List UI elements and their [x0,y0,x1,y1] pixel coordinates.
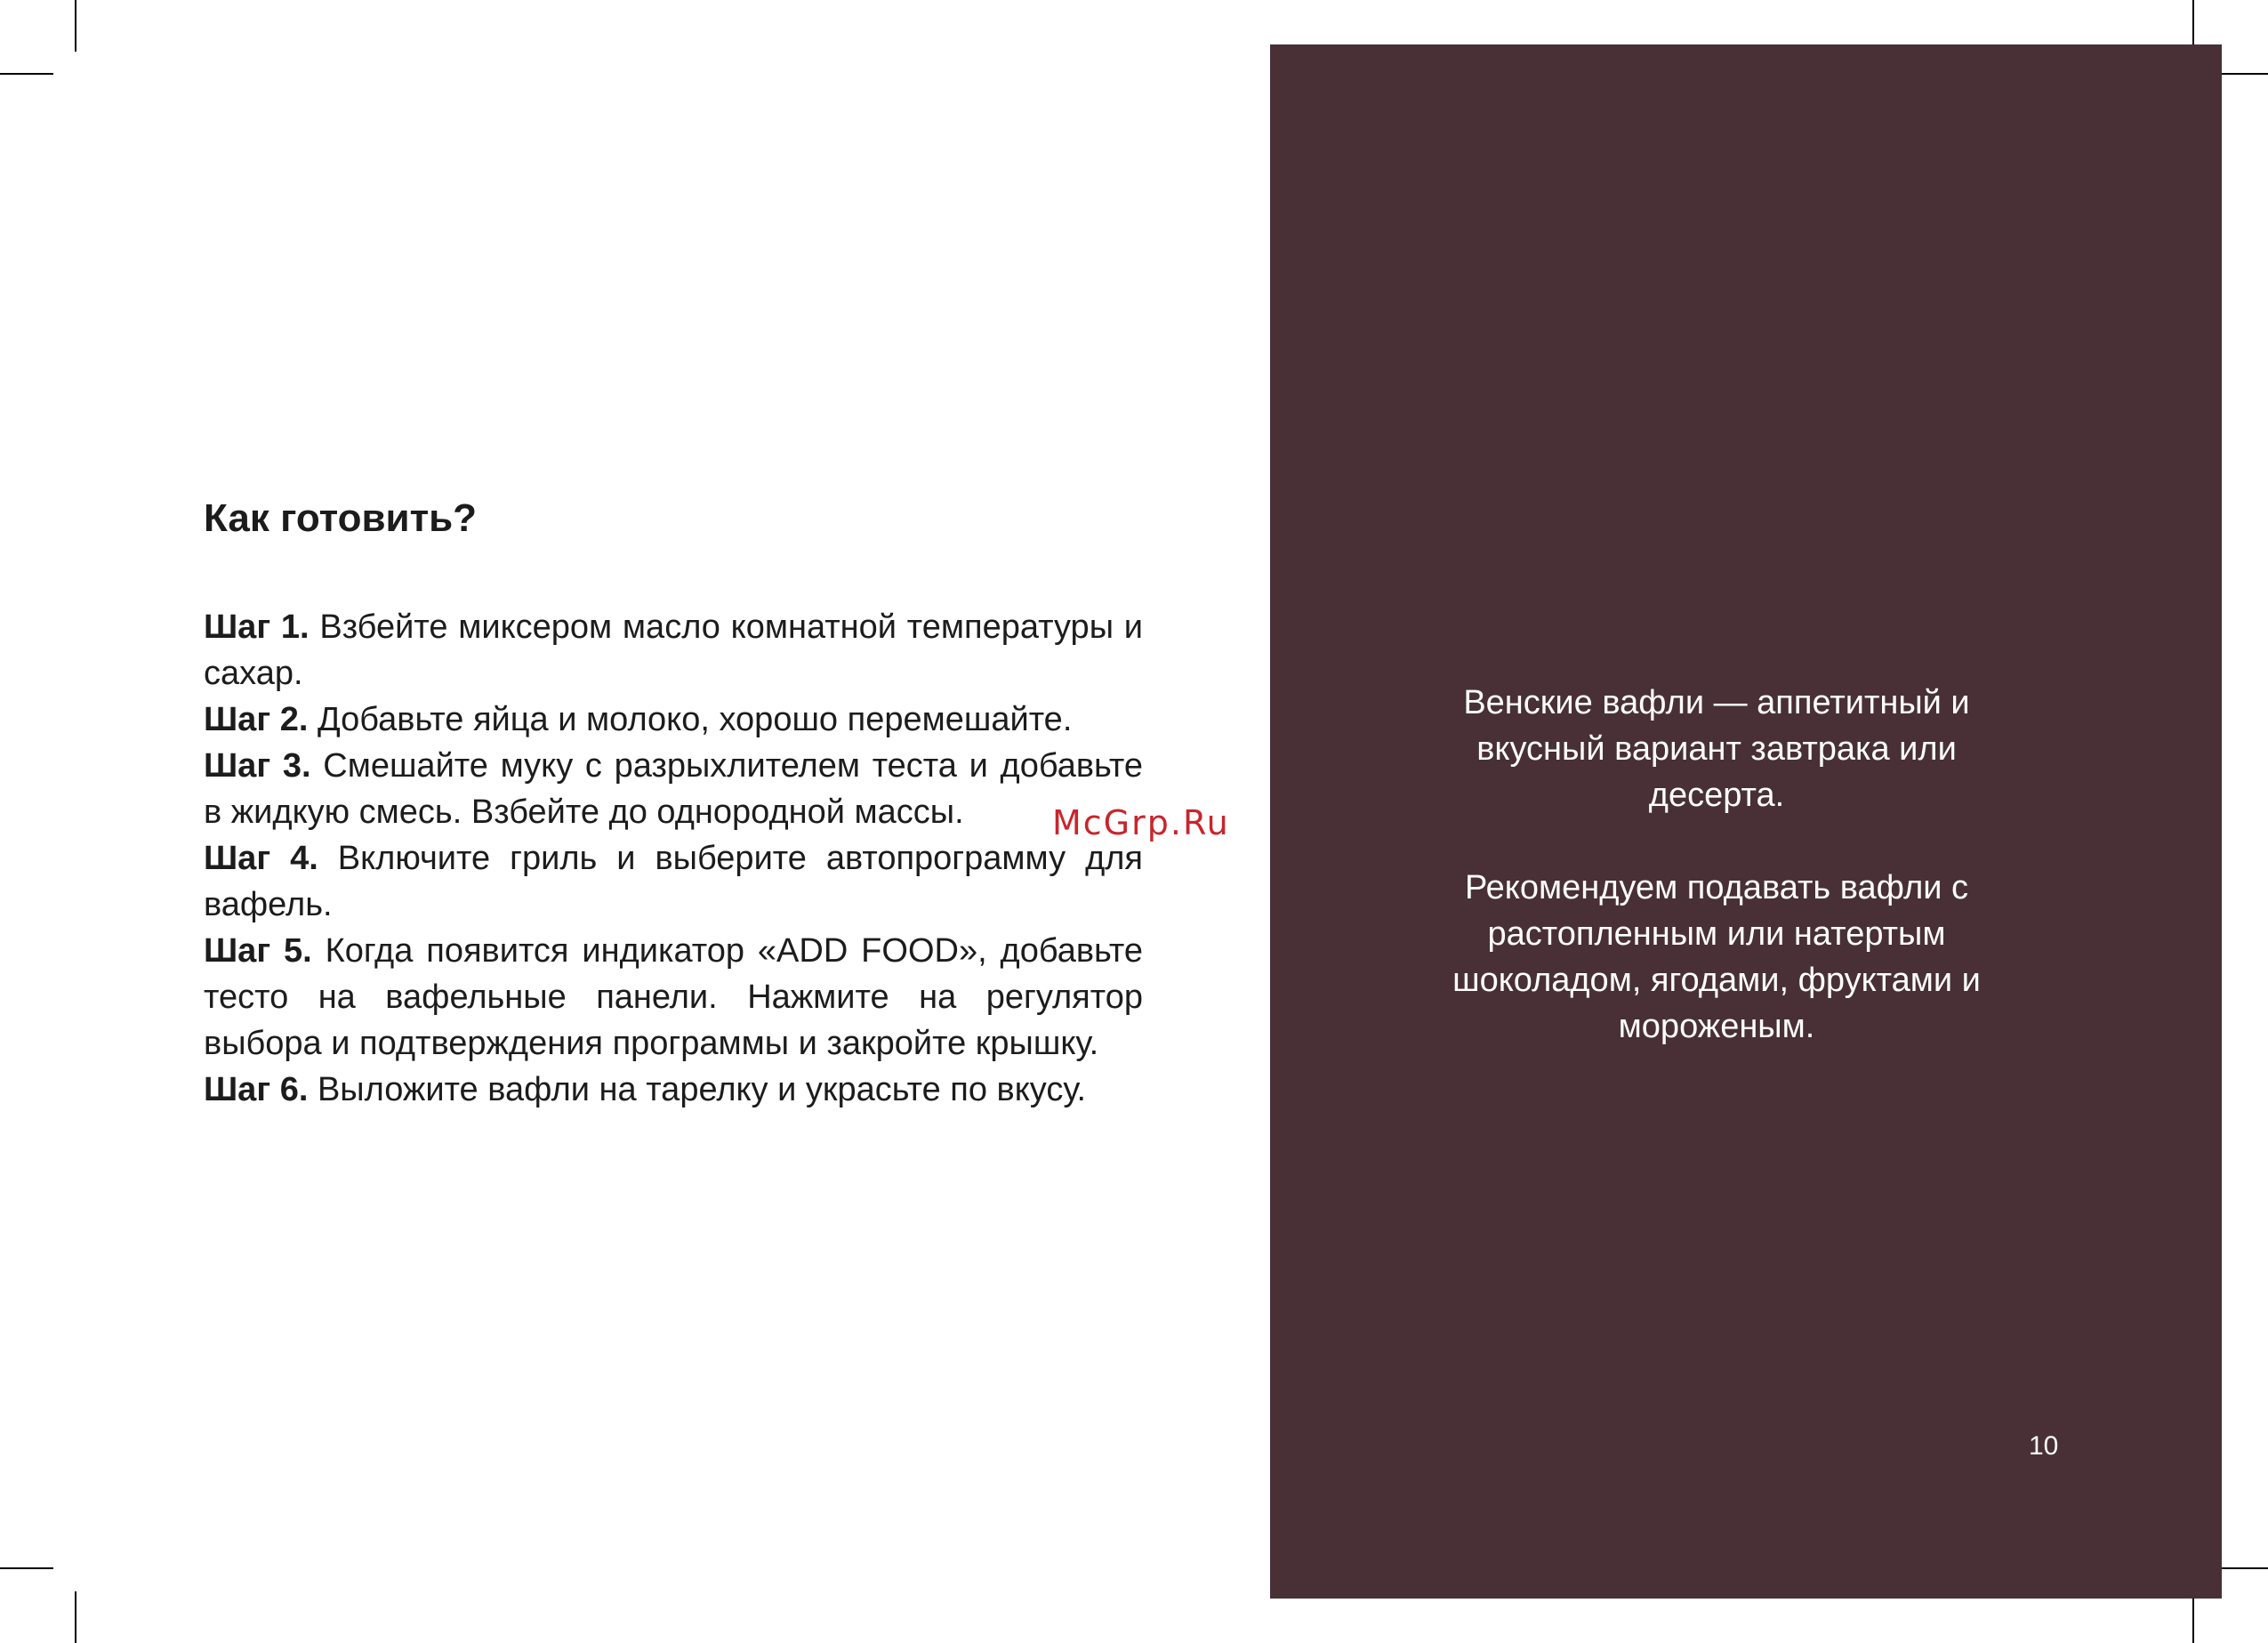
step-1-text: Взбейте миксером масло комнатной температуры и сахар. [204,608,1143,692]
crop-mark-right-top [2215,73,2268,75]
crop-mark-top-left [75,0,76,52]
step-1 [204,604,1143,697]
step-6 [204,1067,1143,1113]
step-4-text: Включите гриль и выберите автопрограмму для вафель. [204,840,1143,923]
step-6-label: Шаг 6. [204,1071,309,1108]
step-6-text: Выложите вафли на тарелку и украсьте по вкусу. [308,1071,1087,1108]
recipe-steps-section [204,494,1143,1113]
crop-mark-right-bottom [2215,1567,2268,1569]
step-4 [204,835,1143,928]
step-1-label: Шаг 1. [204,608,310,646]
intro-panel [1270,44,2222,1599]
step-4-label: Шаг 4. [204,840,318,877]
crop-mark-left-bottom [0,1567,53,1569]
watermark: McGrp.Ru [1052,803,1230,842]
step-5 [204,928,1143,1067]
step-3 [204,743,1143,835]
step-2 [204,697,1143,743]
crop-mark-left-top [0,73,53,75]
step-5-text: Когда появится индикатор «ADD FOOD», добавьте тесто на вафельные панели. Нажмите на регулятор выбора и подтверждения программы и закройте крышку. [204,932,1143,1062]
step-2-text: Добавьте яйца и молоко, хорошо перемешайте. [308,701,1073,738]
section-heading: Как готовить? [204,496,478,540]
intro-paragraph-2: Рекомендуем подавать вафли с растопленным или натертым шоколадом, ягодами, фруктами и мороженым. [1452,869,1981,1045]
step-3-text: Смешайте муку с разрыхлителем теста и добавьте в жидкую смесь. Взбейте до однородной массы. [204,747,1143,831]
step-3-label: Шаг 3. [204,747,311,785]
page-number: 10 [2029,1431,2059,1461]
intro-paragraph-1: Венские вафли — аппетитный и вкусный вариант завтрака или десерта. [1463,684,1970,814]
step-2-label: Шаг 2. [204,701,309,738]
crop-mark-bottom-left [75,1591,76,1643]
step-5-label: Шаг 5. [204,932,312,970]
intro-text [1405,680,2028,1096]
steps-list [204,604,1143,1113]
crop-mark-bottom-right [2192,1591,2194,1643]
